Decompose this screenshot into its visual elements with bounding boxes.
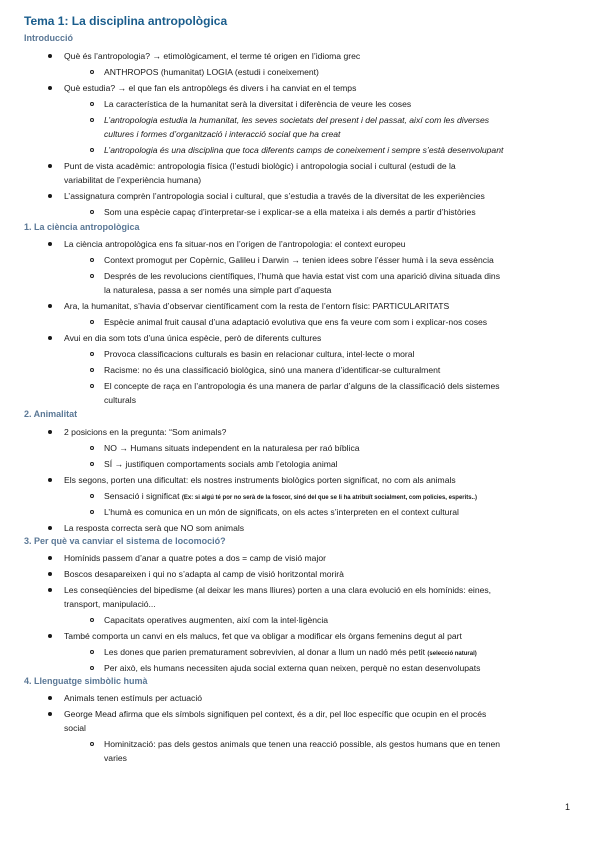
list-item: Animals tenen estímuls per actuació bbox=[64, 693, 203, 703]
sub-bullet bbox=[90, 742, 94, 746]
list-item: Som una espècie capaç d’interpretar-se i explicar-se a ella mateixa i als demés a partir d’històries bbox=[104, 207, 476, 217]
sub-bullet bbox=[90, 148, 94, 152]
sub-bullet bbox=[90, 368, 94, 372]
list-item: La ciència antropològica ens fa situar-nos en l’origen de l’antropologia: el context europeu bbox=[64, 239, 406, 249]
list-item-text: Sensació i significat bbox=[104, 491, 180, 501]
list-item: També comporta un canvi en els malucs, fet que va obligar a modificar els òrgans femenins degut al part bbox=[64, 631, 462, 641]
list-item: George Mead afirma que els símbols signifiquen pel context, és a dir, pel lloc específic que ocupin en el procés bbox=[64, 709, 487, 719]
list-item: Provoca classificacions culturals es basin en relacionar cultura, intel·lecte o moral bbox=[104, 349, 415, 359]
list-item-continuation: la naturalesa, passa a ser només una simple part d’aquesta bbox=[104, 285, 332, 295]
list-item: Avui en dia som tots d’una única espècie, però de diferents cultures bbox=[64, 333, 322, 343]
list-item-continuation: varies bbox=[104, 753, 127, 763]
list-item: Context promogut per Copèrnic, Galileu i Darwin → tenien idees sobre l’ésser humà i la seva essència bbox=[104, 255, 494, 265]
list-item-text: Les dones que parien prematurament sobrevivien, al donar a llum un nadó més petit bbox=[104, 647, 426, 657]
list-item: L’antropologia estudia la humanitat, les seves societats del present i del passat, així com les diverses bbox=[104, 115, 490, 125]
list-item: L’antropologia és una disciplina que toca diferents camps de coneixement i sempre s’està desenvolupant bbox=[104, 145, 504, 155]
bullet bbox=[48, 194, 52, 198]
bullet bbox=[48, 336, 52, 340]
list-item: Punt de vista acadèmic: antropologia física (l’estudi biològic) i antropologia social i cultural (estudi de la bbox=[64, 161, 456, 171]
bullet bbox=[48, 696, 52, 700]
bullet bbox=[48, 556, 52, 560]
bullet bbox=[48, 712, 52, 716]
list-item: Homínids passem d’anar a quatre potes a dos = camp de visió major bbox=[64, 553, 327, 563]
bullet bbox=[48, 304, 52, 308]
list-item: La característica de la humanitat serà la diversitat i diferència de veure les coses bbox=[104, 99, 412, 109]
section-heading-intro: Introducció bbox=[24, 33, 73, 43]
sub-bullet bbox=[90, 118, 94, 122]
bullet bbox=[48, 634, 52, 638]
list-item: Espècie animal fruit causal d’una adaptació evolutiva que ens fa veure com som i explicar-nos coses bbox=[104, 317, 488, 327]
bullet bbox=[48, 526, 52, 530]
sub-bullet bbox=[90, 274, 94, 278]
section-heading-3: 3. Per què va canviar el sistema de locomoció? bbox=[24, 536, 226, 546]
sub-bullet bbox=[90, 70, 94, 74]
sub-bullet bbox=[90, 258, 94, 262]
list-item: Les conseqüències del bipedisme (al deixar les mans lliures) porten a una clara evolució en els homínids: eines, bbox=[64, 585, 492, 595]
sub-bullet bbox=[90, 494, 94, 498]
example-note: (selecció natural) bbox=[427, 651, 477, 657]
sub-bullet bbox=[90, 650, 94, 654]
sub-bullet bbox=[90, 666, 94, 670]
bullet bbox=[48, 478, 52, 482]
list-item: Després de les revolucions científiques, l’humà que havia estat vist com una aparició divina situada dins bbox=[104, 271, 501, 281]
list-item: Racisme: no és una classificació biològica, sinó una manera d’identificar-se culturalment bbox=[104, 365, 441, 375]
bullet bbox=[48, 430, 52, 434]
sub-bullet bbox=[90, 446, 94, 450]
list-item-continuation: culturals bbox=[104, 395, 136, 405]
list-item: 2 posicions en la pregunta: “Som animals? bbox=[64, 427, 227, 437]
sub-bullet bbox=[90, 352, 94, 356]
bullet bbox=[48, 164, 52, 168]
example-note: (Ex: si algú té por no serà de la foscor, sinó del que se li ha atribuït socialment, com policies, esperits..) bbox=[181, 495, 477, 501]
sub-bullet bbox=[90, 320, 94, 324]
section-heading-4: 4. Llenguatge simbòlic humà bbox=[24, 676, 148, 686]
list-item: Els segons, porten una dificultat: els nostres instruments biològics porten significat, no com als animals bbox=[64, 475, 456, 485]
list-item: Per això, els humans necessiten ajuda social externa quan neixen, perquè no estan desenvolupats bbox=[104, 663, 481, 673]
list-item: Capacitats operatives augmenten, així com la intel·ligència bbox=[104, 615, 329, 625]
list-item: L’assignatura comprèn l’antropologia social i cultural, que s’estudia a través de la diversitat de les experiències bbox=[64, 191, 485, 201]
list-item: Boscos desapareixen i qui no s’adapta al camp de visió horitzontal morirà bbox=[64, 569, 344, 579]
list-item: ANTHROPOS (humanitat) LOGIA (estudi i coneixement) bbox=[104, 67, 319, 77]
list-item: El concepte de raça en l’antropologia és una manera de parlar d’alguns de la classificació dels sistemes bbox=[104, 381, 500, 391]
bullet bbox=[48, 86, 52, 90]
section-heading-1: 1. La ciència antropològica bbox=[24, 222, 140, 232]
sub-bullet bbox=[90, 510, 94, 514]
sub-bullet bbox=[90, 618, 94, 622]
list-item: Què estudia? → el que fan els antropòlegs és divers i ha canviat en el temps bbox=[64, 83, 357, 93]
list-item-continuation: transport, manipulació... bbox=[64, 599, 156, 609]
list-item: L’humà es comunica en un món de significats, on els actes s’interpreten en el context cultural bbox=[104, 507, 459, 517]
sub-bullet bbox=[90, 210, 94, 214]
list-item: Hominització: pas dels gestos animals que tenen una reacció possible, als gestos humans que en tenen bbox=[104, 739, 501, 749]
list-item: NO → Humans situats independent en la naturalesa per raó bíblica bbox=[104, 443, 360, 453]
sub-bullet bbox=[90, 102, 94, 106]
page-number: 1 bbox=[564, 802, 570, 812]
list-item: SÍ → justifiquen comportaments socials amb l’etologia animal bbox=[104, 459, 338, 469]
list-item: Ara, la humanitat, s’havia d’observar científicament com la resta de l’entorn físic: PARTICULARITATS bbox=[64, 301, 450, 311]
bullet bbox=[48, 588, 52, 592]
list-item-continuation: variabilitat de l’experiència humana) bbox=[64, 175, 202, 185]
section-heading-2: 2. Animalitat bbox=[24, 409, 78, 419]
page-title: Tema 1: La disciplina antropològica bbox=[24, 14, 228, 28]
sub-bullet bbox=[90, 384, 94, 388]
bullet bbox=[48, 572, 52, 576]
bullet bbox=[48, 54, 52, 58]
bullet bbox=[48, 242, 52, 246]
list-item-continuation: cultures i formes d’organització i interacció social que ha creat bbox=[104, 129, 341, 139]
list-item: Què és l’antropologia? → etimològicament, el terme té origen en l’idioma grec bbox=[64, 51, 361, 61]
list-item-continuation: social bbox=[64, 723, 86, 733]
list-item bbox=[104, 646, 477, 660]
sub-bullet bbox=[90, 462, 94, 466]
list-item: La resposta correcta serà que NO som animals bbox=[64, 523, 245, 533]
list-item bbox=[104, 490, 477, 504]
